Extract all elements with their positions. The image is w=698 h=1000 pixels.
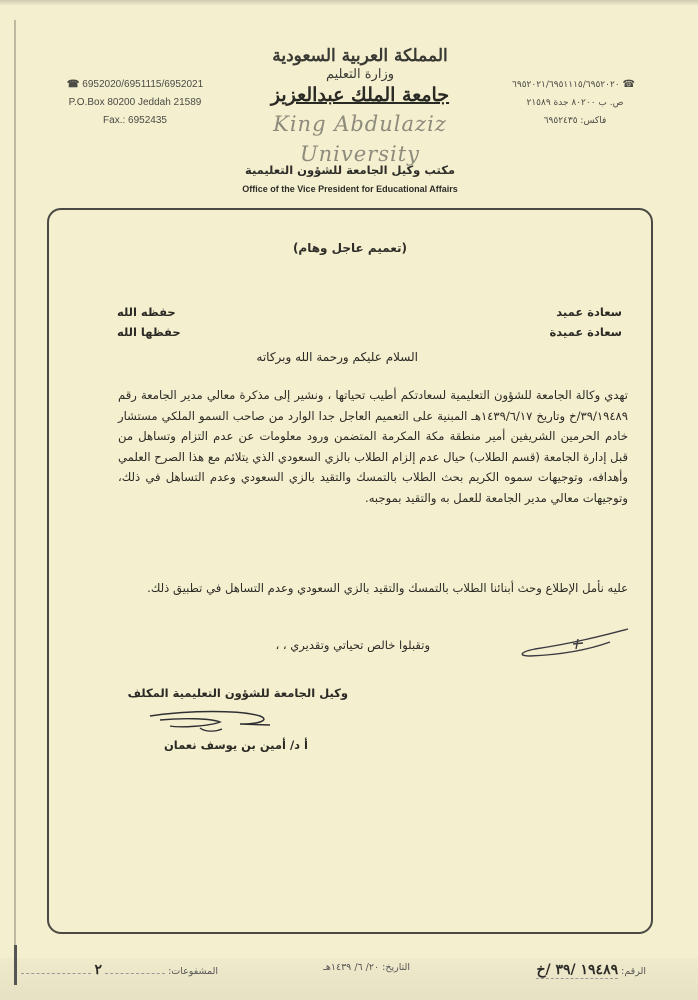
university-logo xyxy=(230,45,490,169)
fax-ar: فاكس: ٦٩٥٢٤٣٥ xyxy=(543,116,607,126)
telephone-icon: ☎ xyxy=(622,79,635,90)
blessing-block xyxy=(117,302,317,342)
signatory-signature xyxy=(140,708,280,738)
date-field xyxy=(323,962,410,973)
telephone-icon: ☎ xyxy=(66,79,80,90)
enclosures-value: ٢ xyxy=(94,962,103,978)
signatory-title: وكيل الجامعة للشؤون التعليمية المكلف xyxy=(127,686,348,700)
po-box-ar: ص. ب ٨٠٢٠٠ جدة ٢١٥٨٩ xyxy=(526,98,624,108)
page-top-shadow xyxy=(0,0,698,6)
phones-en: 6952020/6951115/6952021 xyxy=(82,79,204,90)
reference-label: الرقم: xyxy=(621,966,646,977)
date-value: ٢٠/ ٦/ ١٤٣٩هـ xyxy=(323,962,380,973)
date-label: التاريخ: xyxy=(382,962,410,973)
office-name-ar: مكتب وكيل الجامعة للشؤون التعليمية xyxy=(244,163,456,177)
phones-row-en xyxy=(40,76,230,94)
closing-line: وتقبلوا خالص تحياتي وتقديري ، ، xyxy=(275,638,430,652)
phones-row-ar xyxy=(470,76,680,94)
reference-number-field xyxy=(536,962,646,979)
enclosures-label: المشفوعات: xyxy=(168,966,218,977)
addressee-male: سعادة عميد xyxy=(556,305,622,319)
body-paragraph-1: تهدي وكالة الجامعة للشؤون التعليمية لسعادتكم أطيب تحياتها ، ونشير إلى مذكرة معالي مدير الجامعة رقم ٣٩/١٩٤٨٩/خ وتاريخ ١٤٣٩/٦/١٧هـ المبنية على التعميم العاجل جدا الوارد من صاحب السمو الملكي مستشار خادم الحرمين الشريفين أمير منطقة مكة المكرمة المتضمن ورود معلومات عن عدم التزام وتساهل من قبل إدارة الجامعة (قسم الطلاب) حيال عدم إلزام الطلاب بالزي السعودي الذي يتلائم مع هذا الصرح العلمي وأهدافه، وتوجيهات سموه الكريم بحث الطلاب بالتمسك والتقيد بالزي السعودي وعدم التساهل في ذلك، وتوجيهات معالي مدير الجامعة للعمل به والتقيد بموجبه. xyxy=(118,388,628,505)
ministry-name: وزارة التعليم xyxy=(325,67,395,82)
phones-ar: ٦٩٥٢٠٢١/٦٩٥١١١٥/٦٩٥٢٠٢٠ xyxy=(512,80,620,90)
reference-value: ١٩٤٨٩ /٣٩ /خ xyxy=(536,962,619,978)
addressee-female: سعادة عميدة xyxy=(549,325,622,339)
signatory-name: أ د/ أمين بن يوسف نعمان xyxy=(163,738,308,752)
addressee-block xyxy=(422,302,622,342)
header-contacts-ar xyxy=(470,76,680,130)
body-paragraph-2: عليه نأمل الإطلاع وحث أبنائنا الطلاب بالتمسك والتقيد بالزي السعودي وعدم التساهل في تطبيق ذلك. xyxy=(147,581,628,595)
greeting: السلام عليكم ورحمة الله وبركاته xyxy=(256,350,418,364)
blessing-female: حفظها الله xyxy=(117,325,181,339)
page-corner-mark xyxy=(14,945,17,985)
letter-title: (تعميم عاجل وهام) xyxy=(292,241,408,255)
header-contacts-en xyxy=(40,76,230,130)
university-name-ar: جامعة الملك عبدالعزيز xyxy=(270,84,450,106)
fax-en: Fax.: 6952435 xyxy=(103,115,167,126)
enclosures-dots-trailing xyxy=(21,973,91,974)
page-left-edge xyxy=(14,20,16,980)
kingdom-name: المملكة العربية السعودية xyxy=(272,46,448,66)
office-name-en: Office of the Vice President for Educational Affairs xyxy=(242,184,458,194)
signature-initial-mark xyxy=(515,625,630,660)
enclosures-dots xyxy=(105,973,165,974)
university-name-en: King Abdulaziz University xyxy=(273,112,447,166)
enclosures-field xyxy=(21,962,218,978)
blessing-male: حفظه الله xyxy=(117,305,176,319)
po-box-en: P.O.Box 80200 Jeddah 21589 xyxy=(68,97,202,108)
